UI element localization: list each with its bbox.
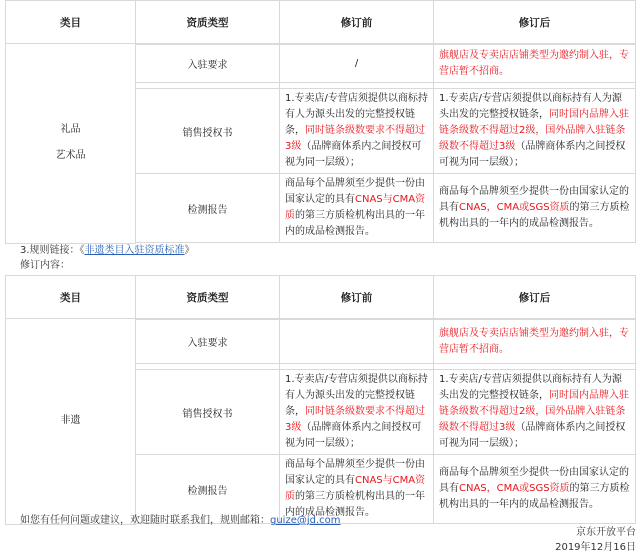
header-before-revision: 修订前 [280, 1, 434, 44]
after-text: 1.专卖店/专营店须提供以商标持有人为源头出发的完整授权链条，同时国内品牌入驻链条级数不得超过2级，国外品牌入驻链条级数不得超过3级（品牌商体系内之间授权可视为同一层级）； [434, 370, 636, 455]
after-text: 旗舰店及专卖店店铺类型为邀约制入驻，专营店暂不招商。 [434, 320, 636, 364]
contact-email-link[interactable]: guize@jd.com [270, 515, 341, 526]
rule-link[interactable]: 非遗类目入驻资质标准 [84, 245, 185, 256]
category-cell [6, 44, 136, 244]
header-before-revision: 修订前 [280, 276, 434, 319]
contact-line [20, 511, 341, 526]
signature-org: 京东开放平台 [576, 527, 636, 538]
category-heritage: 非遗 [6, 319, 136, 525]
qualification-type: 入驻要求 [136, 45, 280, 83]
before-text: / [280, 45, 434, 83]
header-category: 类目 [6, 1, 136, 44]
category-art: 艺术品 [55, 150, 86, 162]
after-text: 1.专卖店/专营店须提供以商标持有人为源头出发的完整授权链条，同时国内品牌入驻链条级数不得超过2级，国外品牌入驻链条级数不得超过3级（品牌商体系内之间授权可视为同一层级）； [434, 89, 636, 174]
category-gifts: 礼品 [60, 124, 81, 136]
contact-text: 如您有任何问题或建议，欢迎随时联系我们，规则邮箱： [20, 515, 270, 526]
revision-label: 修订内容： [20, 260, 70, 271]
qualification-type: 销售授权书 [136, 89, 280, 174]
before-text: 1.专卖店/专营店须提供以商标持有人为源头出发的完整授权链条，同时链条级数要求不得超过3级（品牌商体系内之间授权可视为同一层级）； [280, 89, 434, 174]
after-text: 旗舰店及专卖店店铺类型为邀约制入驻，专营店暂不招商。 [434, 45, 636, 83]
signature-date: 2019年12月16日 [555, 542, 636, 553]
rule-link-suffix: 》 [184, 245, 195, 256]
qualification-type: 检测报告 [136, 455, 280, 524]
header-after-revision: 修订后 [434, 1, 636, 44]
qualification-type: 入驻要求 [136, 320, 280, 364]
header-category: 类目 [6, 276, 136, 319]
before-text: 1.专卖店/专营店须提供以商标持有人为源头出发的完整授权链条，同时链条级数要求不得超过3级（品牌商体系内之间授权可视为同一层级）； [280, 370, 434, 455]
rule-link-prefix: 3.规则链接：《 [20, 245, 85, 256]
qualification-table-heritage [5, 275, 636, 525]
qualification-type: 检测报告 [136, 174, 280, 243]
qualification-table-gifts [5, 0, 636, 244]
before-text [280, 320, 434, 364]
after-text: 商品每个品牌须至少提供一份由国家认定的具有CNAS，CMA或SGS资质的第三方质检机构出具的一年内的成品检测报告。 [434, 455, 636, 524]
before-text: 商品每个品牌须至少提供一份由国家认定的具有CNAS与CMA资质的第三方质检机构出具的一年内的成品检测报告。 [280, 174, 434, 243]
header-qualification-type: 资质类型 [136, 276, 280, 319]
qualification-type: 销售授权书 [136, 370, 280, 455]
header-after-revision: 修订后 [434, 276, 636, 319]
rule-link-line [20, 241, 195, 256]
after-text: 商品每个品牌须至少提供一份由国家认定的具有CNAS，CMA或SGS资质的第三方质检机构出具的一年内的成品检测报告。 [434, 174, 636, 243]
before-text: 商品每个品牌须至少提供一份由国家认定的具有CNAS与CMA资质的第三方质检机构出具的一年内的成品检测报告。 [280, 455, 434, 524]
header-qualification-type: 资质类型 [136, 1, 280, 44]
